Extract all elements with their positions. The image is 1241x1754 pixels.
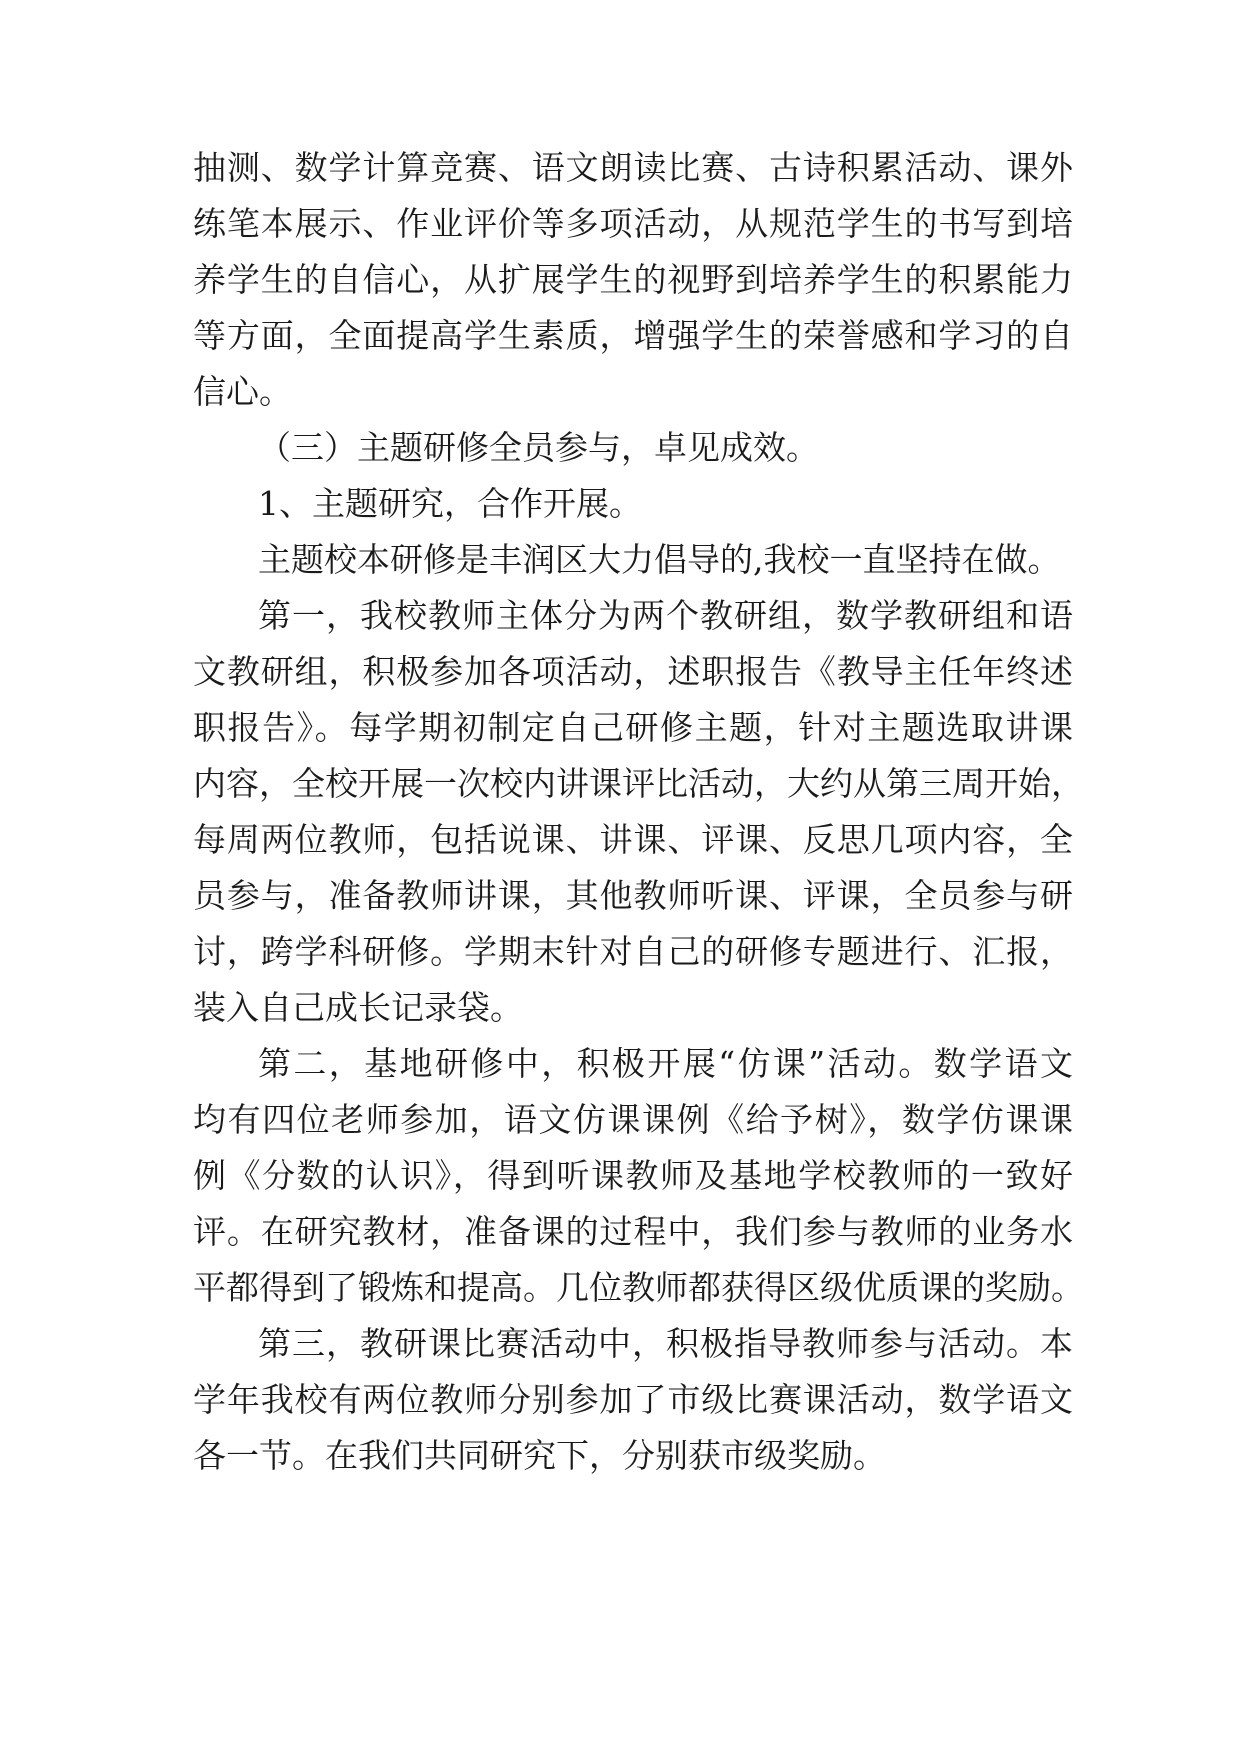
paragraph-line: 评。在研究教材，准备课的过程中，我们参与教师的业务水 [193, 1212, 1073, 1251]
paragraph-line: 内容，全校开展一次校内讲课评比活动，大约从第三周开始， [193, 764, 1084, 803]
paragraph-line: 均有四位老师参加，语文仿课课例《给予树》，数学仿课课 [193, 1100, 1073, 1139]
paragraph-line: 等方面，全面提高学生素质，增强学生的荣誉感和学习的自 [193, 316, 1073, 355]
paragraph-line: 学年我校有两位教师分别参加了市级比赛课活动，数学语文 [193, 1380, 1073, 1419]
paragraph-line: 第一，我校教师主体分为两个教研组，数学教研组和语 [258, 596, 1073, 635]
paragraph-line: 装入自己成长记录袋。 [193, 988, 523, 1027]
paragraph-line: 文教研组，积极参加各项活动，述职报告《教导主任年终述 [193, 652, 1073, 691]
subsection-heading: 1、主题研究，合作开展。 [258, 484, 642, 523]
paragraph-line: 练笔本展示、作业评价等多项活动，从规范学生的书写到培 [193, 204, 1073, 243]
paragraph-line: 养学生的自信心，从扩展学生的视野到培养学生的积累能力 [193, 260, 1073, 299]
paragraph-line: 主题校本研修是丰润区大力倡导的,我校一直坚持在做。 [258, 540, 1061, 579]
paragraph-line: 第二，基地研修中，积极开展“仿课”活动。数学语文 [258, 1044, 1073, 1083]
paragraph-line: 平都得到了锻炼和提高。几位教师都获得区级优质课的奖励。 [193, 1268, 1084, 1307]
paragraph-line: 信心。 [193, 372, 292, 411]
section-heading: （三）主题研修全员参与，卓见成效。 [258, 428, 819, 467]
paragraph-line: 每周两位教师，包括说课、讲课、评课、反思几项内容，全 [193, 820, 1073, 859]
paragraph-line: 员参与，准备教师讲课，其他教师听课、评课，全员参与研 [193, 876, 1073, 915]
paragraph-line: 例《分数的认识》，得到听课教师及基地学校教师的一致好 [193, 1156, 1073, 1195]
paragraph-line: 讨，跨学科研修。学期末针对自己的研修专题进行、汇报， [193, 932, 1073, 971]
paragraph-line: 第三，教研课比赛活动中，积极指导教师参与活动。本 [258, 1324, 1073, 1363]
paragraph-line: 各一节。在我们共同研究下，分别获市级奖励。 [193, 1436, 886, 1475]
paragraph-line: 职报告》。每学期初制定自己研修主题，针对主题选取讲课 [193, 708, 1073, 747]
paragraph-line: 抽测、数学计算竞赛、语文朗读比赛、古诗积累活动、课外 [193, 148, 1073, 187]
